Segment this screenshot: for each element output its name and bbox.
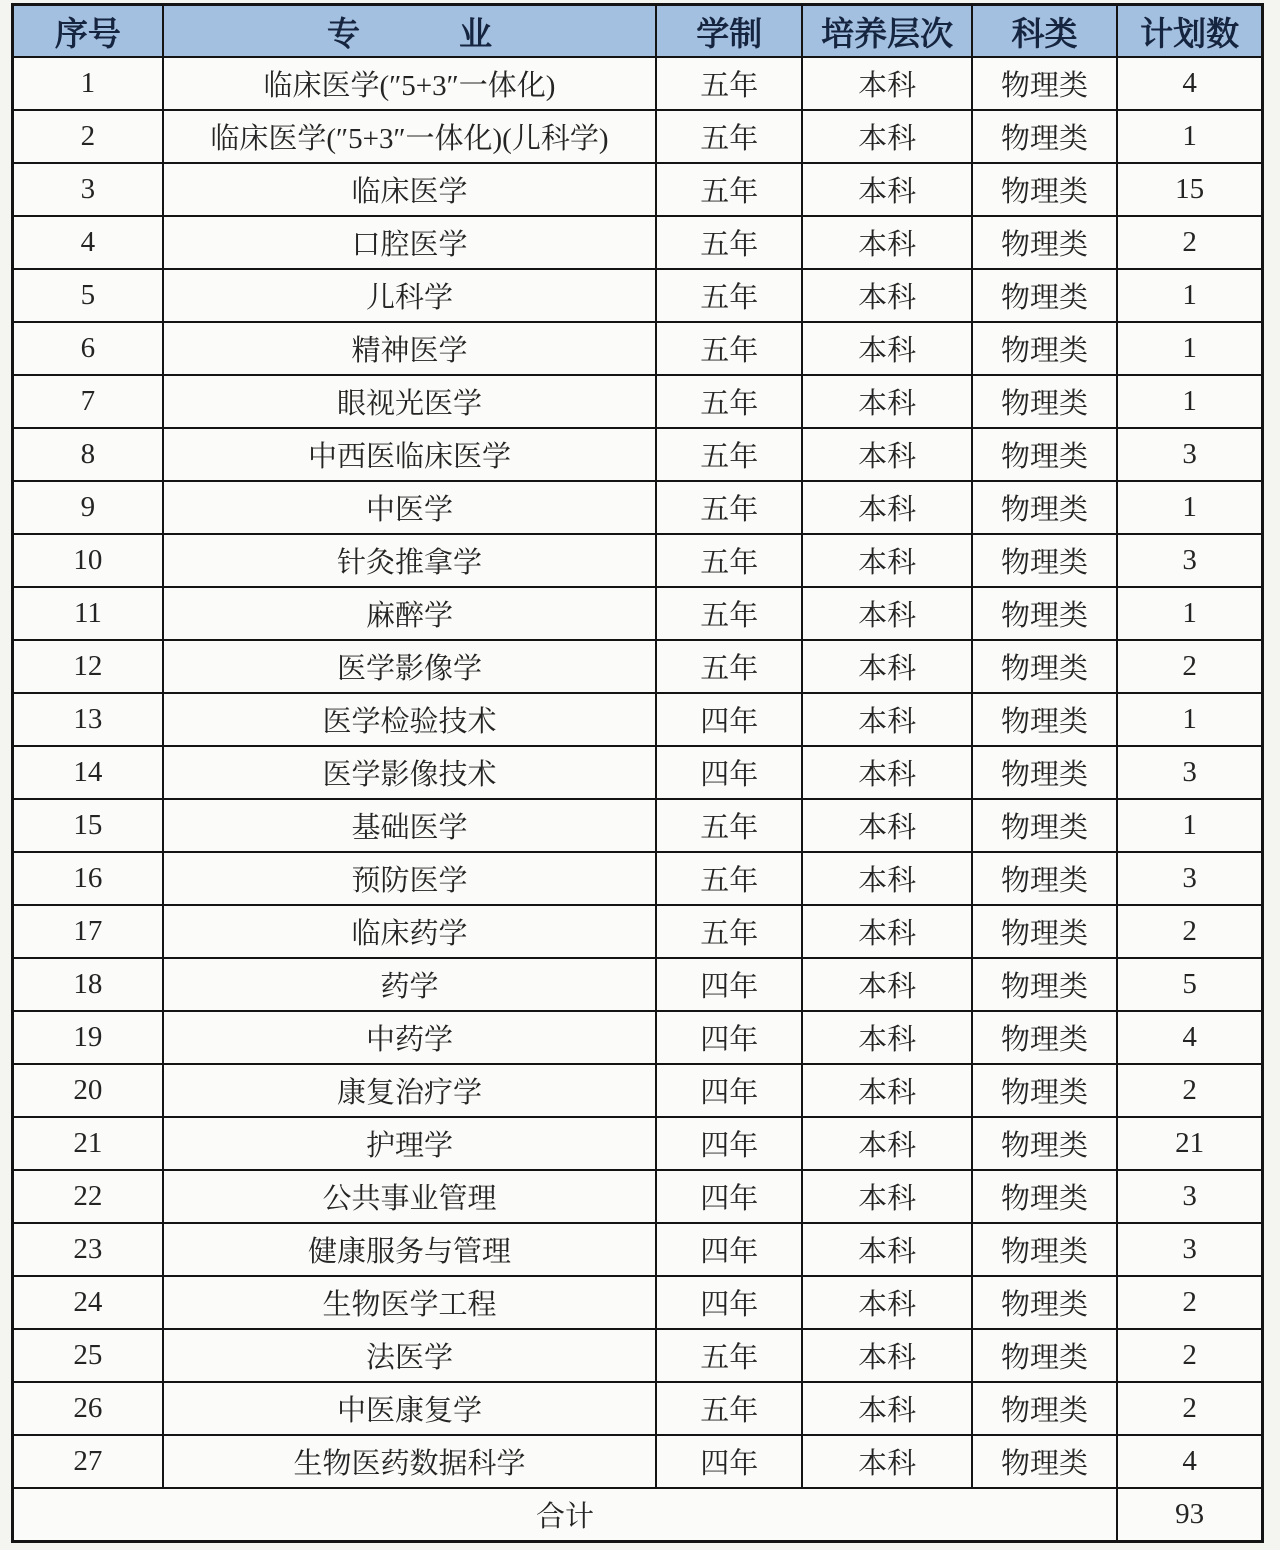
- cell-level: 本科: [802, 375, 971, 428]
- cell-category: 物理类: [972, 1223, 1117, 1276]
- table-row: [13, 1117, 1263, 1170]
- cell-no: 27: [13, 1435, 163, 1488]
- cell-major: 儿科学: [163, 269, 656, 322]
- cell-plan: 2: [1117, 640, 1262, 693]
- cell-no: 7: [13, 375, 163, 428]
- cell-no: 4: [13, 216, 163, 269]
- cell-no: 11: [13, 587, 163, 640]
- cell-category: 物理类: [972, 1382, 1117, 1435]
- cell-level: 本科: [802, 1117, 971, 1170]
- cell-no: 3: [13, 163, 163, 216]
- cell-major: 临床医学(″5+3″一体化)(儿科学): [163, 110, 656, 163]
- table-row: [13, 1064, 1263, 1117]
- cell-plan: 2: [1117, 1276, 1262, 1329]
- cell-level: 本科: [802, 852, 971, 905]
- table-row: [13, 640, 1263, 693]
- cell-major: 临床药学: [163, 905, 656, 958]
- cell-no: 26: [13, 1382, 163, 1435]
- cell-category: 物理类: [972, 269, 1117, 322]
- total-value: 93: [1117, 1488, 1262, 1542]
- table-row: [13, 1170, 1263, 1223]
- cell-major: 生物医药数据科学: [163, 1435, 656, 1488]
- cell-category: 物理类: [972, 57, 1117, 110]
- header-row: [13, 5, 1263, 58]
- table-row: [13, 481, 1263, 534]
- table-row: [13, 852, 1263, 905]
- cell-category: 物理类: [972, 1170, 1117, 1223]
- cell-no: 23: [13, 1223, 163, 1276]
- cell-years: 五年: [656, 905, 802, 958]
- cell-no: 24: [13, 1276, 163, 1329]
- cell-years: 五年: [656, 534, 802, 587]
- cell-years: 五年: [656, 428, 802, 481]
- cell-category: 物理类: [972, 1435, 1117, 1488]
- cell-level: 本科: [802, 216, 971, 269]
- cell-years: 四年: [656, 1276, 802, 1329]
- cell-no: 14: [13, 746, 163, 799]
- cell-plan: 5: [1117, 958, 1262, 1011]
- cell-level: 本科: [802, 905, 971, 958]
- cell-level: 本科: [802, 269, 971, 322]
- cell-years: 五年: [656, 216, 802, 269]
- table-row: [13, 163, 1263, 216]
- cell-years: 五年: [656, 110, 802, 163]
- cell-category: 物理类: [972, 216, 1117, 269]
- table-row: [13, 799, 1263, 852]
- cell-years: 五年: [656, 852, 802, 905]
- cell-plan: 1: [1117, 587, 1262, 640]
- cell-years: 五年: [656, 57, 802, 110]
- cell-major: 口腔医学: [163, 216, 656, 269]
- cell-major: 医学检验技术: [163, 693, 656, 746]
- cell-level: 本科: [802, 481, 971, 534]
- table-footer: [13, 1488, 1263, 1542]
- cell-no: 10: [13, 534, 163, 587]
- cell-category: 物理类: [972, 799, 1117, 852]
- header-cell-level: 培养层次: [802, 5, 971, 58]
- table-row: [13, 534, 1263, 587]
- cell-category: 物理类: [972, 534, 1117, 587]
- cell-level: 本科: [802, 1064, 971, 1117]
- cell-plan: 4: [1117, 1435, 1262, 1488]
- cell-level: 本科: [802, 322, 971, 375]
- cell-category: 物理类: [972, 375, 1117, 428]
- cell-major: 针灸推拿学: [163, 534, 656, 587]
- cell-years: 四年: [656, 958, 802, 1011]
- header-cell-no: 序号: [13, 5, 163, 58]
- cell-category: 物理类: [972, 746, 1117, 799]
- cell-no: 9: [13, 481, 163, 534]
- table-row: [13, 269, 1263, 322]
- cell-level: 本科: [802, 1276, 971, 1329]
- cell-years: 五年: [656, 322, 802, 375]
- table-row: [13, 1329, 1263, 1382]
- cell-major: 护理学: [163, 1117, 656, 1170]
- cell-level: 本科: [802, 587, 971, 640]
- cell-years: 四年: [656, 1064, 802, 1117]
- cell-years: 四年: [656, 1435, 802, 1488]
- cell-category: 物理类: [972, 587, 1117, 640]
- cell-plan: 1: [1117, 799, 1262, 852]
- cell-category: 物理类: [972, 640, 1117, 693]
- cell-plan: 4: [1117, 57, 1262, 110]
- table-row: [13, 1276, 1263, 1329]
- table-header: [13, 5, 1263, 58]
- cell-major: 基础医学: [163, 799, 656, 852]
- cell-level: 本科: [802, 640, 971, 693]
- cell-category: 物理类: [972, 1117, 1117, 1170]
- cell-category: 物理类: [972, 163, 1117, 216]
- cell-level: 本科: [802, 1223, 971, 1276]
- header-cell-major: 专 业: [163, 5, 656, 58]
- cell-plan: 3: [1117, 534, 1262, 587]
- cell-plan: 15: [1117, 163, 1262, 216]
- cell-no: 5: [13, 269, 163, 322]
- cell-plan: 1: [1117, 110, 1262, 163]
- cell-no: 1: [13, 57, 163, 110]
- cell-plan: 1: [1117, 269, 1262, 322]
- cell-years: 五年: [656, 481, 802, 534]
- cell-no: 15: [13, 799, 163, 852]
- cell-major: 精神医学: [163, 322, 656, 375]
- cell-years: 五年: [656, 269, 802, 322]
- cell-category: 物理类: [972, 428, 1117, 481]
- cell-major: 临床医学: [163, 163, 656, 216]
- cell-category: 物理类: [972, 958, 1117, 1011]
- table-row: [13, 322, 1263, 375]
- cell-level: 本科: [802, 428, 971, 481]
- cell-category: 物理类: [972, 1329, 1117, 1382]
- table-row: [13, 746, 1263, 799]
- cell-years: 四年: [656, 693, 802, 746]
- cell-no: 17: [13, 905, 163, 958]
- cell-level: 本科: [802, 1011, 971, 1064]
- cell-level: 本科: [802, 534, 971, 587]
- cell-plan: 2: [1117, 1064, 1262, 1117]
- total-row: [13, 1488, 1263, 1542]
- cell-category: 物理类: [972, 1276, 1117, 1329]
- cell-level: 本科: [802, 958, 971, 1011]
- table-row: [13, 375, 1263, 428]
- cell-no: 19: [13, 1011, 163, 1064]
- table-row: [13, 958, 1263, 1011]
- cell-years: 四年: [656, 1011, 802, 1064]
- header-cell-years: 学制: [656, 5, 802, 58]
- table-row: [13, 216, 1263, 269]
- cell-category: 物理类: [972, 481, 1117, 534]
- cell-no: 12: [13, 640, 163, 693]
- cell-level: 本科: [802, 57, 971, 110]
- cell-no: 20: [13, 1064, 163, 1117]
- cell-plan: 21: [1117, 1117, 1262, 1170]
- cell-years: 四年: [656, 746, 802, 799]
- cell-plan: 1: [1117, 481, 1262, 534]
- cell-plan: 2: [1117, 1382, 1262, 1435]
- cell-plan: 3: [1117, 852, 1262, 905]
- cell-no: 16: [13, 852, 163, 905]
- cell-level: 本科: [802, 110, 971, 163]
- cell-plan: 3: [1117, 428, 1262, 481]
- cell-category: 物理类: [972, 852, 1117, 905]
- table-row: [13, 1382, 1263, 1435]
- cell-major: 中医学: [163, 481, 656, 534]
- cell-plan: 2: [1117, 1329, 1262, 1382]
- cell-level: 本科: [802, 746, 971, 799]
- cell-plan: 1: [1117, 375, 1262, 428]
- cell-major: 麻醉学: [163, 587, 656, 640]
- cell-years: 五年: [656, 799, 802, 852]
- table-row: [13, 1435, 1263, 1488]
- table-row: [13, 587, 1263, 640]
- cell-no: 2: [13, 110, 163, 163]
- cell-category: 物理类: [972, 905, 1117, 958]
- cell-no: 18: [13, 958, 163, 1011]
- cell-plan: 1: [1117, 693, 1262, 746]
- cell-plan: 1: [1117, 322, 1262, 375]
- cell-major: 医学影像技术: [163, 746, 656, 799]
- cell-major: 公共事业管理: [163, 1170, 656, 1223]
- cell-level: 本科: [802, 799, 971, 852]
- cell-major: 药学: [163, 958, 656, 1011]
- cell-years: 五年: [656, 587, 802, 640]
- header-cell-category: 科类: [972, 5, 1117, 58]
- table-row: [13, 428, 1263, 481]
- header-cell-plan: 计划数: [1117, 5, 1262, 58]
- cell-level: 本科: [802, 1329, 971, 1382]
- cell-category: 物理类: [972, 1011, 1117, 1064]
- cell-years: 五年: [656, 375, 802, 428]
- cell-major: 预防医学: [163, 852, 656, 905]
- table-row: [13, 110, 1263, 163]
- cell-plan: 3: [1117, 1170, 1262, 1223]
- cell-major: 健康服务与管理: [163, 1223, 656, 1276]
- cell-category: 物理类: [972, 1064, 1117, 1117]
- cell-years: 五年: [656, 640, 802, 693]
- cell-years: 五年: [656, 1382, 802, 1435]
- table-row: [13, 57, 1263, 110]
- cell-level: 本科: [802, 693, 971, 746]
- cell-no: 25: [13, 1329, 163, 1382]
- cell-major: 临床医学(″5+3″一体化): [163, 57, 656, 110]
- cell-years: 四年: [656, 1223, 802, 1276]
- total-label: 合计: [13, 1488, 1118, 1542]
- cell-years: 四年: [656, 1170, 802, 1223]
- cell-plan: 2: [1117, 905, 1262, 958]
- enrollment-plan-table: [11, 3, 1264, 1543]
- cell-major: 中西医临床医学: [163, 428, 656, 481]
- cell-level: 本科: [802, 1435, 971, 1488]
- cell-major: 生物医学工程: [163, 1276, 656, 1329]
- cell-category: 物理类: [972, 110, 1117, 163]
- cell-major: 法医学: [163, 1329, 656, 1382]
- cell-major: 眼视光医学: [163, 375, 656, 428]
- cell-no: 21: [13, 1117, 163, 1170]
- cell-major: 医学影像学: [163, 640, 656, 693]
- cell-level: 本科: [802, 163, 971, 216]
- cell-major: 康复治疗学: [163, 1064, 656, 1117]
- cell-no: 22: [13, 1170, 163, 1223]
- cell-no: 8: [13, 428, 163, 481]
- cell-years: 五年: [656, 163, 802, 216]
- cell-category: 物理类: [972, 693, 1117, 746]
- table-row: [13, 905, 1263, 958]
- cell-years: 五年: [656, 1329, 802, 1382]
- cell-level: 本科: [802, 1382, 971, 1435]
- table-body: [13, 57, 1263, 1488]
- cell-plan: 3: [1117, 746, 1262, 799]
- cell-years: 四年: [656, 1117, 802, 1170]
- cell-major: 中药学: [163, 1011, 656, 1064]
- cell-category: 物理类: [972, 322, 1117, 375]
- table-row: [13, 1223, 1263, 1276]
- table-row: [13, 693, 1263, 746]
- cell-no: 13: [13, 693, 163, 746]
- cell-major: 中医康复学: [163, 1382, 656, 1435]
- cell-plan: 2: [1117, 216, 1262, 269]
- cell-plan: 4: [1117, 1011, 1262, 1064]
- cell-level: 本科: [802, 1170, 971, 1223]
- cell-plan: 3: [1117, 1223, 1262, 1276]
- cell-no: 6: [13, 322, 163, 375]
- table-row: [13, 1011, 1263, 1064]
